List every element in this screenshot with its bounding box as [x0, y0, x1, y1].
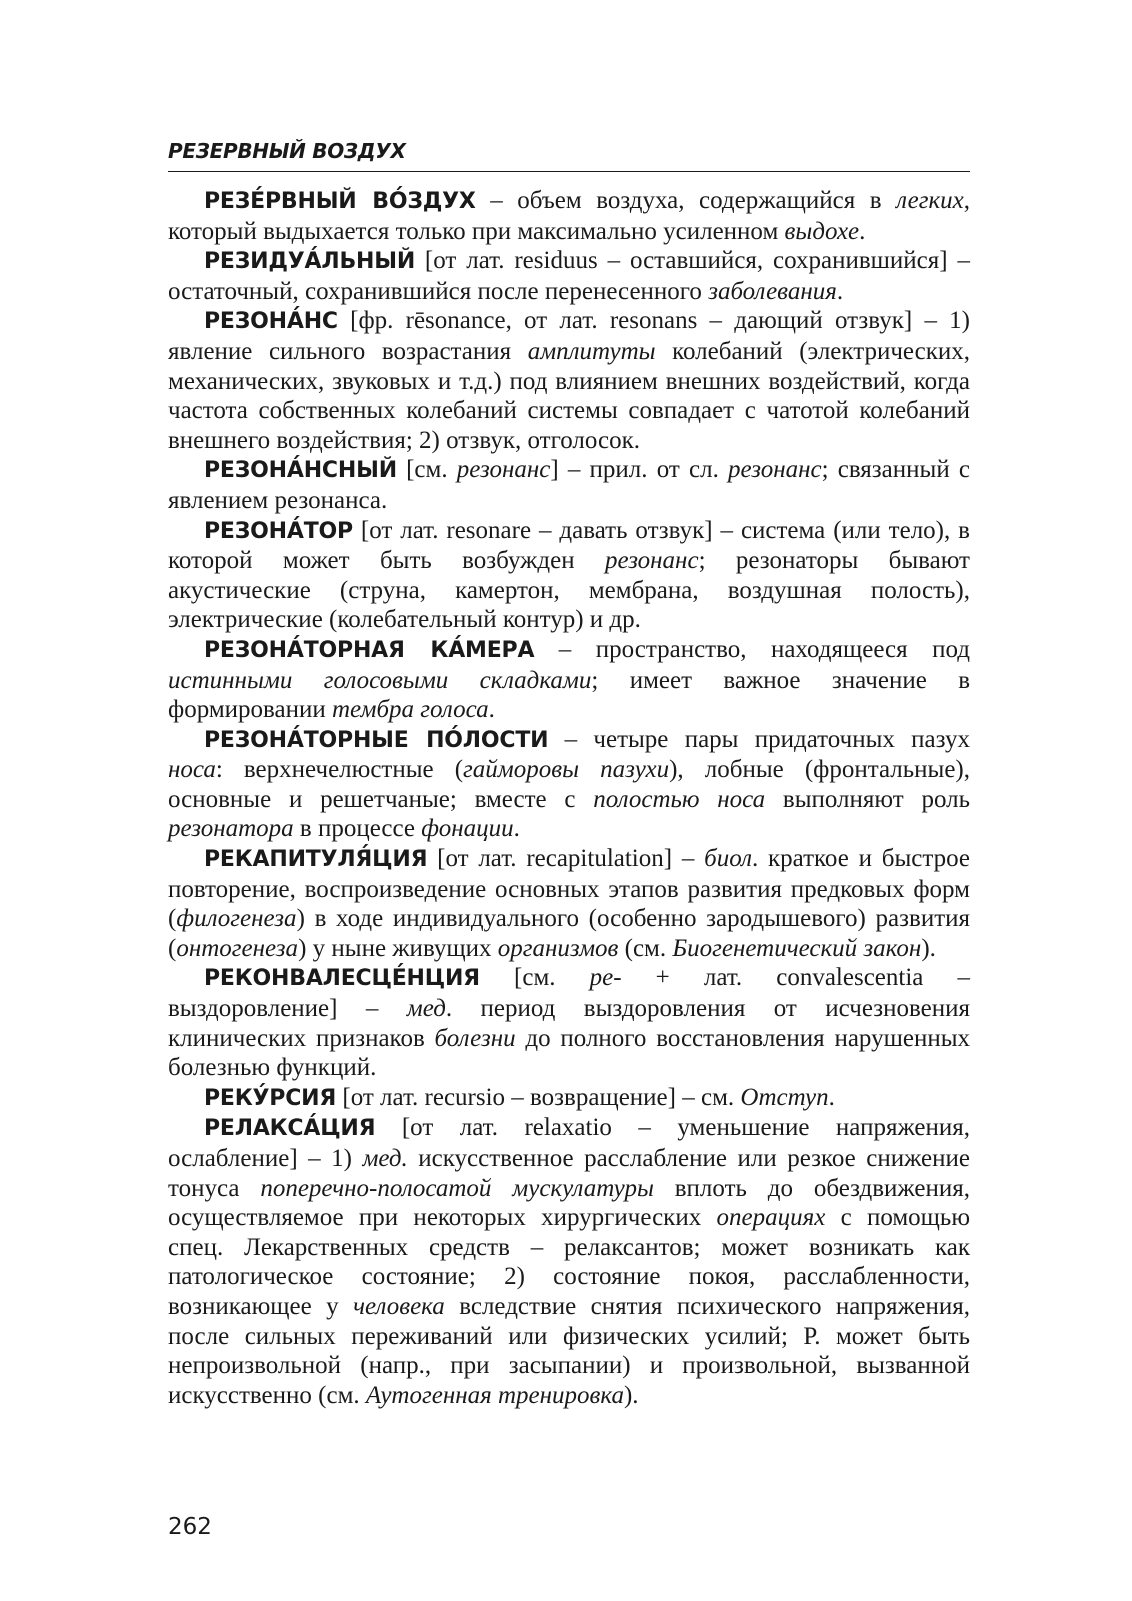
- entry-definition: [см. резонанс] – прил. от сл. резонанс; связанный с явлением резонанса.: [168, 456, 970, 514]
- dictionary-entry: [168, 1083, 970, 1114]
- dictionary-entry: [168, 306, 970, 455]
- dictionary-entries: [168, 186, 970, 1410]
- entry-definition: [от лат. relaxatio – уменьшение напряжения, ослабление] – 1) мед. искусственное расслабление или резкое снижение тонуса поперечно-полосатой мускулатуры вплоть до обездвижения, осуществляемое при некоторых хирургических операциях с помощью спец. Лекарственных средств – релаксантов; может возникать как патологическое состояние; 2) состояние покоя, расслабленности, возникающее у человека вследствие снятия психического напряжения, после сильных переживаний или физических усилий; Р. может быть непроизвольной (напр., при засыпании) и произвольной, вызванной искусственно (см. Аутогенная тренировка).: [168, 1114, 971, 1409]
- entry-definition: [от лат. recapitulation] – биол. краткое и быстрое повторение, воспроизведение основных этапов развития предковых форм (филогенеза) в ходе индивидуального (особенно зародышевого) развития (онтогенеза) у ныне живущих организмов (см. Биогенетический закон).: [168, 845, 971, 962]
- entry-definition: [от лат. resonare – давать отзвук] – система (или тело), в которой может быть возбужден резонанс; резонаторы бывают акустические (струна, камертон, мембрана, воздушная полость), электрические (колебательный контур) и др.: [168, 516, 970, 634]
- entry-definition: [фр. rēsonance, от лат. resonans – дающий отзвук] – 1) явление сильного возрастания амплитуты колебаний (электрических, механических, звуковых и т.д.) под влиянием внешних воздействий, когда частота собственных колебаний системы совпадает с чатотой колебаний внешнего воздействия; 2) отзвук, отголосок.: [168, 307, 970, 454]
- entry-term: РЕЗИДУА́ЛЬНЫЙ: [204, 249, 416, 275]
- dictionary-entry: [168, 725, 970, 844]
- entry-term: РЕЗОНА́ТОРНАЯ КА́МЕРА: [204, 637, 535, 663]
- dictionary-entry: [168, 455, 970, 515]
- entry-term: РЕЗОНА́НС: [204, 309, 338, 335]
- dictionary-entry: [168, 963, 970, 1082]
- dictionary-entry: [168, 844, 970, 963]
- entry-term: РЕЗОНА́ТОР: [204, 518, 353, 544]
- dictionary-entry: [168, 1113, 970, 1410]
- entry-definition: [от лат. recursio – возвращение] – см. Отступ.: [336, 1083, 835, 1111]
- dictionary-entry: [168, 516, 970, 635]
- entry-term: РЕЗОНА́НСНЫЙ: [204, 458, 397, 484]
- entry-term: РЕЗОНА́ТОРНЫЕ ПО́ЛОСТИ: [204, 727, 549, 753]
- dictionary-entry: [168, 186, 970, 246]
- header-rule: [168, 171, 970, 172]
- entry-term: РЕКАПИТУЛЯ́ЦИЯ: [204, 847, 428, 873]
- dictionary-entry: [168, 635, 970, 725]
- dictionary-entry: [168, 246, 970, 306]
- entry-definition: – объем воздуха, содержащийся в легких, который выдыхается только при максимально усиленном выдохе.: [168, 187, 970, 245]
- entry-term: РЕКУ́РСИЯ: [204, 1085, 337, 1111]
- entry-definition: [от лат. residuus – оставшийся, сохранившийся] – остаточный, сохранившийся после перенесенного заболевания.: [168, 247, 970, 305]
- entry-definition: – пространство, находящееся под истинными голосовыми складками; имеет важное значение в формировании тембра голоса.: [168, 635, 970, 724]
- entry-term: РЕЛАКСА́ЦИЯ: [204, 1116, 376, 1142]
- entry-term: РЕКОНВАЛЕСЦЕ́НЦИЯ: [204, 966, 480, 992]
- entry-term: РЕЗЕ́РВНЫЙ ВО́ЗДУХ: [204, 189, 476, 214]
- running-head: РЕЗЕРВНЫЙ ВОЗДУХ: [168, 139, 406, 163]
- page-number: 262: [168, 1514, 212, 1540]
- entry-definition: [см. ре- + лат. convalescentia – выздоровление] – мед. период выздоровления от исчезновения клинических признаков болезни до полного восстановления нарушенных болезнью функций.: [168, 964, 970, 1082]
- entry-definition: – четыре пары придаточных пазух носа: верхнечелюстные (гайморовы пазухи), лобные (фронтальные), основные и решетчаные; вместе с полостью носа выполняют роль резонатора в процессе фонации.: [168, 725, 971, 843]
